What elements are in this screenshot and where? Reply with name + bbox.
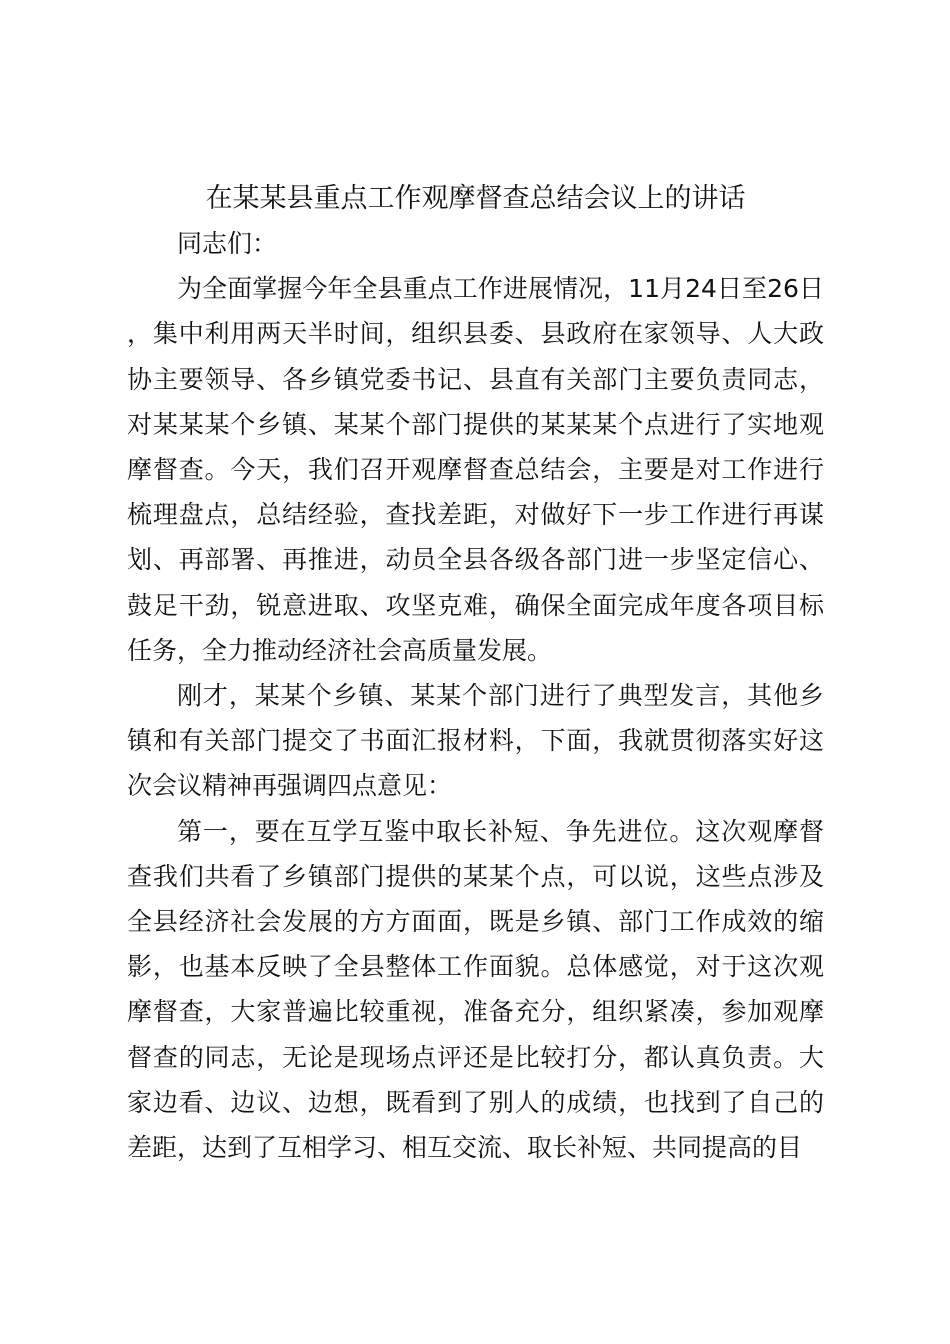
paragraph-2: 刚才，某某个乡镇、某某个部门进行了典型发言，其他乡镇和有关部门提交了书面汇报材料，下面，我就贯彻落实好这次会议精神再强调四点意见： bbox=[127, 681, 824, 801]
paragraph-3: 第一，要在互学互鉴中取长补短、争先进位。这次观摩督查我们共看了乡镇部门提供的某某个点，可以说，这些点涉及全县经济社会发展的方方面面，既是乡镇、部门工作成效的缩影，也基本反映了全县整体工作面貌。总体感觉，对于这次观摩督查，大家普遍比较重视，准备充分，组织紧凑，参加观摩督查的同志，无论是现场点评还是比较打分，都认真负责。大家边看、边议、边想，既看到了别人的成绩，也找到了自己的差距，达到了互相学习、相互交流、取长补短、共同提高的目 bbox=[127, 816, 824, 1163]
salutation: 同志们： bbox=[177, 229, 278, 258]
document-body bbox=[127, 176, 824, 1170]
paragraph-1: 为全面掌握今年全县重点工作进展情况，11月24日至26日，集中利用两天半时间，组织县委、县政府在家领导、人大政协主要领导、各乡镇党委书记、县直有关部门主要负责同志，对某某某个乡镇、某某个部门提供的某某某个点进行了实地观摩督查。今天，我们召开观摩督查总结会，主要是对工作进行梳理盘点，总结经验，查找差距，对做好下一步工作进行再谋划、再部署、再推进，动员全县各级各部门进一步坚定信心、鼓足干劲，锐意进取、攻坚克难，确保全面完成年度各项目标任务，全力推动经济社会高质量发展。 bbox=[127, 274, 824, 665]
document-title: 在某某县重点工作观摩督查总结会议上的讲话 bbox=[205, 183, 746, 214]
